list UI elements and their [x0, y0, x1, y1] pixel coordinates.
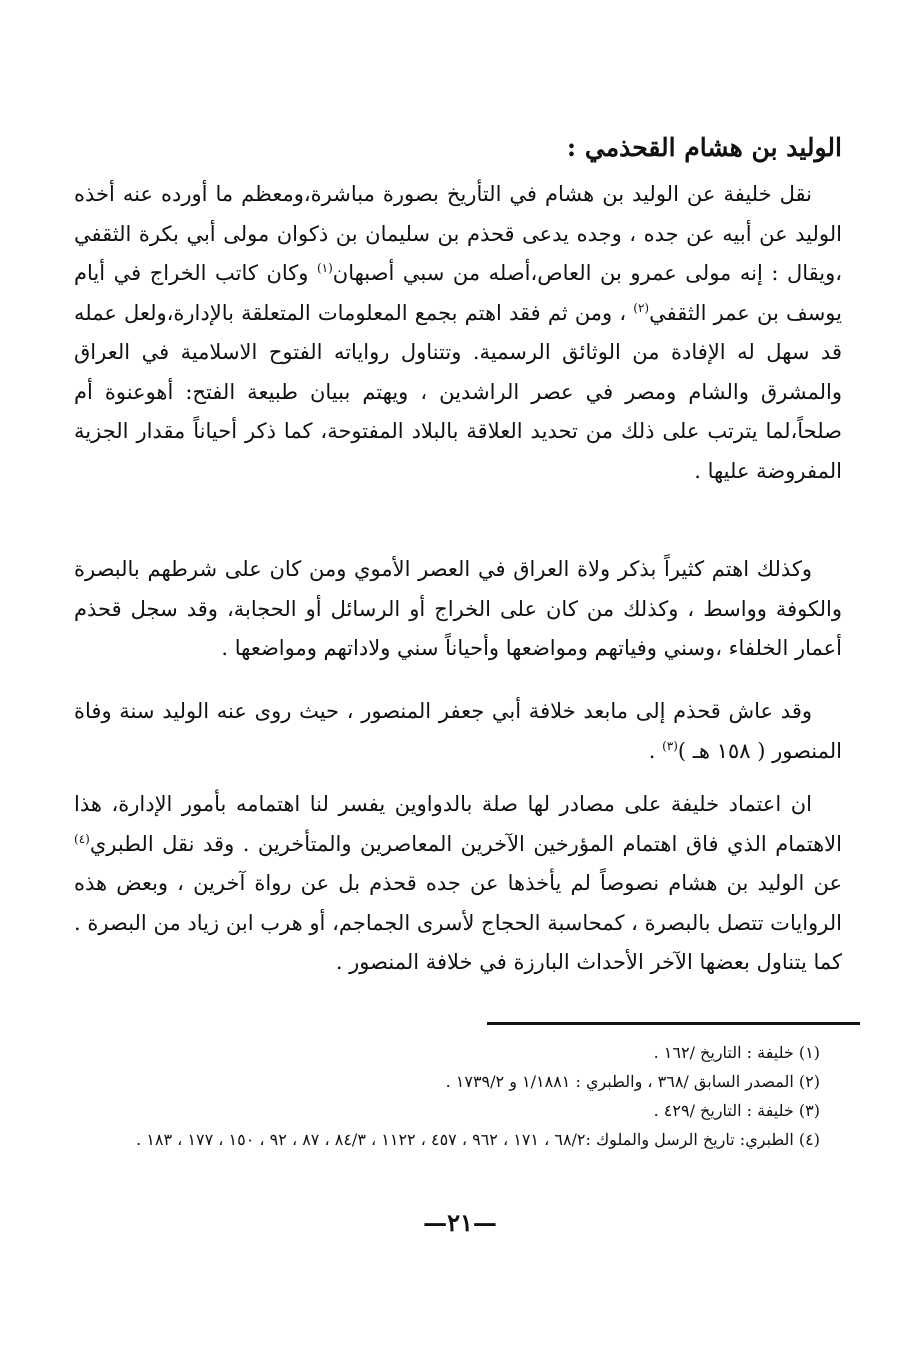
footnote-3: (٣) خليفة : التاريخ /٤٢٩ . [653, 1101, 820, 1120]
page-number: —٢١— [423, 1208, 497, 1237]
paragraph-1-text: نقل خليفة عن الوليد بن هشام في التأريخ بصورة مباشرة،ومعظم ما أورده عنه أخذه الوليد عن أبيه عن جده ، وجده يدعى قحذم بن سليمان بن ذكوان مولى أبي بكرة الثقفي ،ويقال : إنه مولى عمرو بن العاص،أصله من سبي أصبهان [74, 182, 843, 285]
footnote-ref-1[interactable]: (١) [316, 261, 333, 275]
paragraph-1-text-3: ، ومن ثم فقد اهتم بجمع المعلومات المتعلقة بالإدارة،ولعل عمله قد سهل له الإفادة من الوثائق الرسمية. وتتناول رواياته الفتوح الاسلامية في العراق والمشرق والشام ومصر في عصر الراشدين ، ويهتم ببيان طبيعة الفتح: أهوعنوة أم صلحاً،لما يترتب على ذلك من تحديد العلاقة بالبلاد المفتوحة، كما ذكر أحياناً مقدار الجزية المفروضة عليها . [74, 300, 842, 483]
paragraph-3-text: وقد عاش قحذم إلى مابعد خلافة أبي جعفر المنصور ، حيث روى عنه الوليد سنة وفاة المنصور ( ١٥٨ هـ ) [74, 699, 842, 763]
paragraph-1 [74, 175, 842, 491]
paragraph-4-text-2: عن الوليد بن هشام نصوصاً لم يأخذها عن جده قحذم بل عن رواة آخرين ، وبعض هذه الروايات تتصل بالبصرة ، كمحاسبة الحجاج لأسرى الجماجم، أو هرب ابن زياد من البصرة . كما يتناول بعضها الآخر الأحداث البارزة في خلافة المنصور . [74, 871, 842, 974]
paragraph-4-text: ان اعتماد خليفة على مصادر لها صلة بالدواوين يفسر لنا اهتمامه بأمور الإدارة، هذا الاهتمام الذي فاق اهتمام المؤرخين الآخرين المعاصرين والمتأخرين . وقد نقل الطبري [74, 792, 842, 856]
footnote-ref-4[interactable]: (٤) [74, 831, 90, 846]
paragraph-1-text-2: وكان كاتب الخراج في أيام يوسف بن عمر الثقفي [74, 261, 842, 325]
paragraph-4 [74, 785, 842, 983]
footnote-ref-2[interactable]: (٢) [633, 300, 650, 315]
footnote-ref-3[interactable]: (٣) [662, 738, 678, 753]
paragraph-3 [74, 692, 842, 771]
paragraph-3-text-2: . [648, 738, 663, 763]
paragraph-2 [74, 550, 842, 669]
footnote-1: (١) خليفة : التاريخ /١٦٢ . [653, 1043, 820, 1062]
section-heading: الوليد بن هشام القحذمي : [566, 133, 842, 162]
footnotes-list [60, 1038, 820, 1154]
footnote-divider [487, 1022, 860, 1025]
footnote-4: (٤) الطبري: تاريخ الرسل والملوك :٦٨/٢ ، ١٧١ ، ٩٦٢ ، ٤٥٧ ، ١١٢٢ ، ٨٤/٣ ، ٨٧ ، ٩٢ ، ١٥٠ ، ١٧٧ ، ١٨٣ . [136, 1130, 820, 1149]
paragraph-2-text: وكذلك اهتم كثيراً بذكر ولاة العراق في العصر الأموي ومن كان على شرطهم بالبصرة والكوفة وواسط ، وكذلك من كان على الخراج أو الرسائل أو الحجابة، وقد سجل قحذم أعمار الخلفاء ،وسني وفياتهم ومواضعها وأحياناً سني ولاداتهم ومواضعها . [74, 557, 842, 660]
footnote-2: (٢) المصدر السابق /٣٦٨ ، والطبري : ١/١٨٨١ و ١٧٣٩/٢ . [445, 1072, 820, 1091]
